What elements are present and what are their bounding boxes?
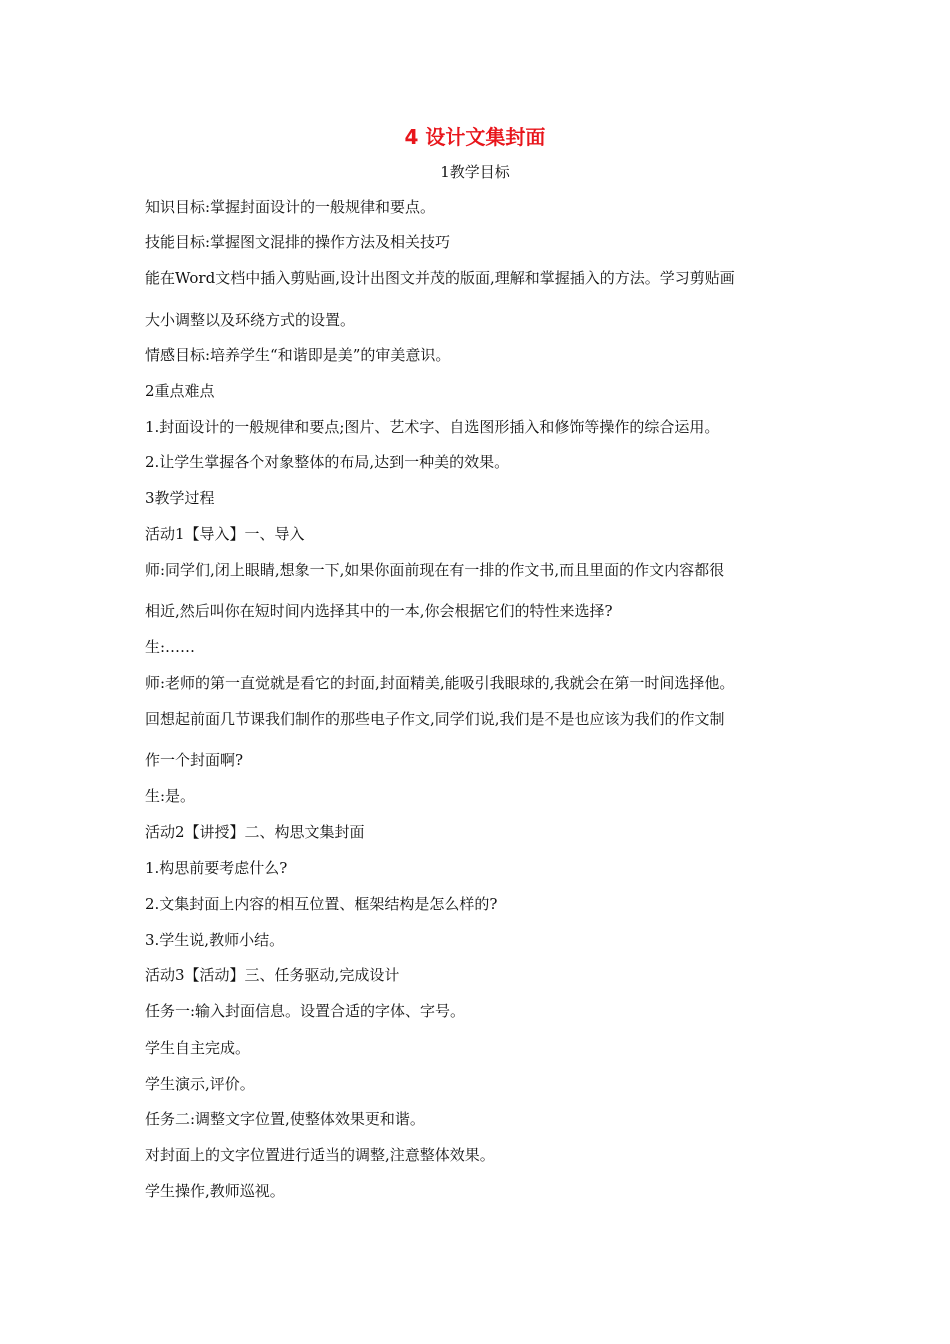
- paragraph-line: 3.学生说,教师小结。: [145, 931, 285, 949]
- paragraph-line: 学生操作,教师巡视。: [145, 1182, 285, 1200]
- activity-heading: 活动2【讲授】二、构思文集封面: [145, 823, 365, 841]
- paragraph-line: 相近,然后叫你在短时间内选择其中的一本,你会根据它们的特性来选择?: [145, 602, 613, 620]
- paragraph-line: 任务一:输入封面信息。设置合适的字体、字号。: [145, 1002, 466, 1020]
- paragraph-line: 2.让学生掌握各个对象整体的布局,达到一种美的效果。: [145, 453, 510, 471]
- paragraph-line: 学生自主完成。: [145, 1039, 251, 1057]
- section-heading-process: 3教学过程: [145, 489, 215, 507]
- paragraph-line: 回想起前面几节课我们制作的那些电子作文,同学们说,我们是不是也应该为我们的作文制: [145, 710, 725, 728]
- paragraph-line: 能在Word文档中插入剪贴画,设计出图文并茂的版面,理解和掌握插入的方法。学习剪贴画: [145, 269, 735, 287]
- paragraph-line: 作一个封面啊?: [145, 751, 244, 769]
- paragraph-line: 生:是。: [145, 787, 196, 805]
- section-heading-objectives: 1教学目标: [440, 163, 510, 181]
- section-heading-key-points: 2重点难点: [145, 382, 215, 400]
- paragraph-line: 师:同学们,闭上眼睛,想象一下,如果你面前现在有一排的作文书,而且里面的作文内容都很: [145, 561, 725, 579]
- paragraph-line: 知识目标:掌握封面设计的一般规律和要点。: [145, 198, 436, 216]
- paragraph-line: 师:老师的第一直觉就是看它的封面,封面精美,能吸引我眼球的,我就会在第一时间选择他。: [145, 674, 735, 692]
- paragraph-line: 技能目标:掌握图文混排的操作方法及相关技巧: [145, 233, 451, 251]
- activity-heading: 活动3【活动】三、任务驱动,完成设计: [145, 966, 400, 984]
- paragraph-line: 大小调整以及环绕方式的设置。: [145, 311, 356, 329]
- document-title: 4 设计文集封面: [404, 125, 546, 149]
- paragraph-line: 1.构思前要考虑什么?: [145, 859, 288, 877]
- paragraph-line: 2.文集封面上内容的相互位置、框架结构是怎么样的?: [145, 895, 498, 913]
- paragraph-line: 对封面上的文字位置进行适当的调整,注意整体效果。: [145, 1146, 495, 1164]
- paragraph-line: 任务二:调整文字位置,使整体效果更和谐。: [145, 1110, 425, 1128]
- activity-heading: 活动1【导入】一、导入: [145, 525, 305, 543]
- paragraph-line: 1.封面设计的一般规律和要点;图片、艺术字、自选图形插入和修饰等操作的综合运用。: [145, 418, 720, 436]
- paragraph-line: 学生演示,评价。: [145, 1075, 255, 1093]
- paragraph-line: 情感目标:培养学生“和谐即是美”的审美意识。: [145, 346, 451, 364]
- paragraph-line: 生:……: [145, 638, 196, 656]
